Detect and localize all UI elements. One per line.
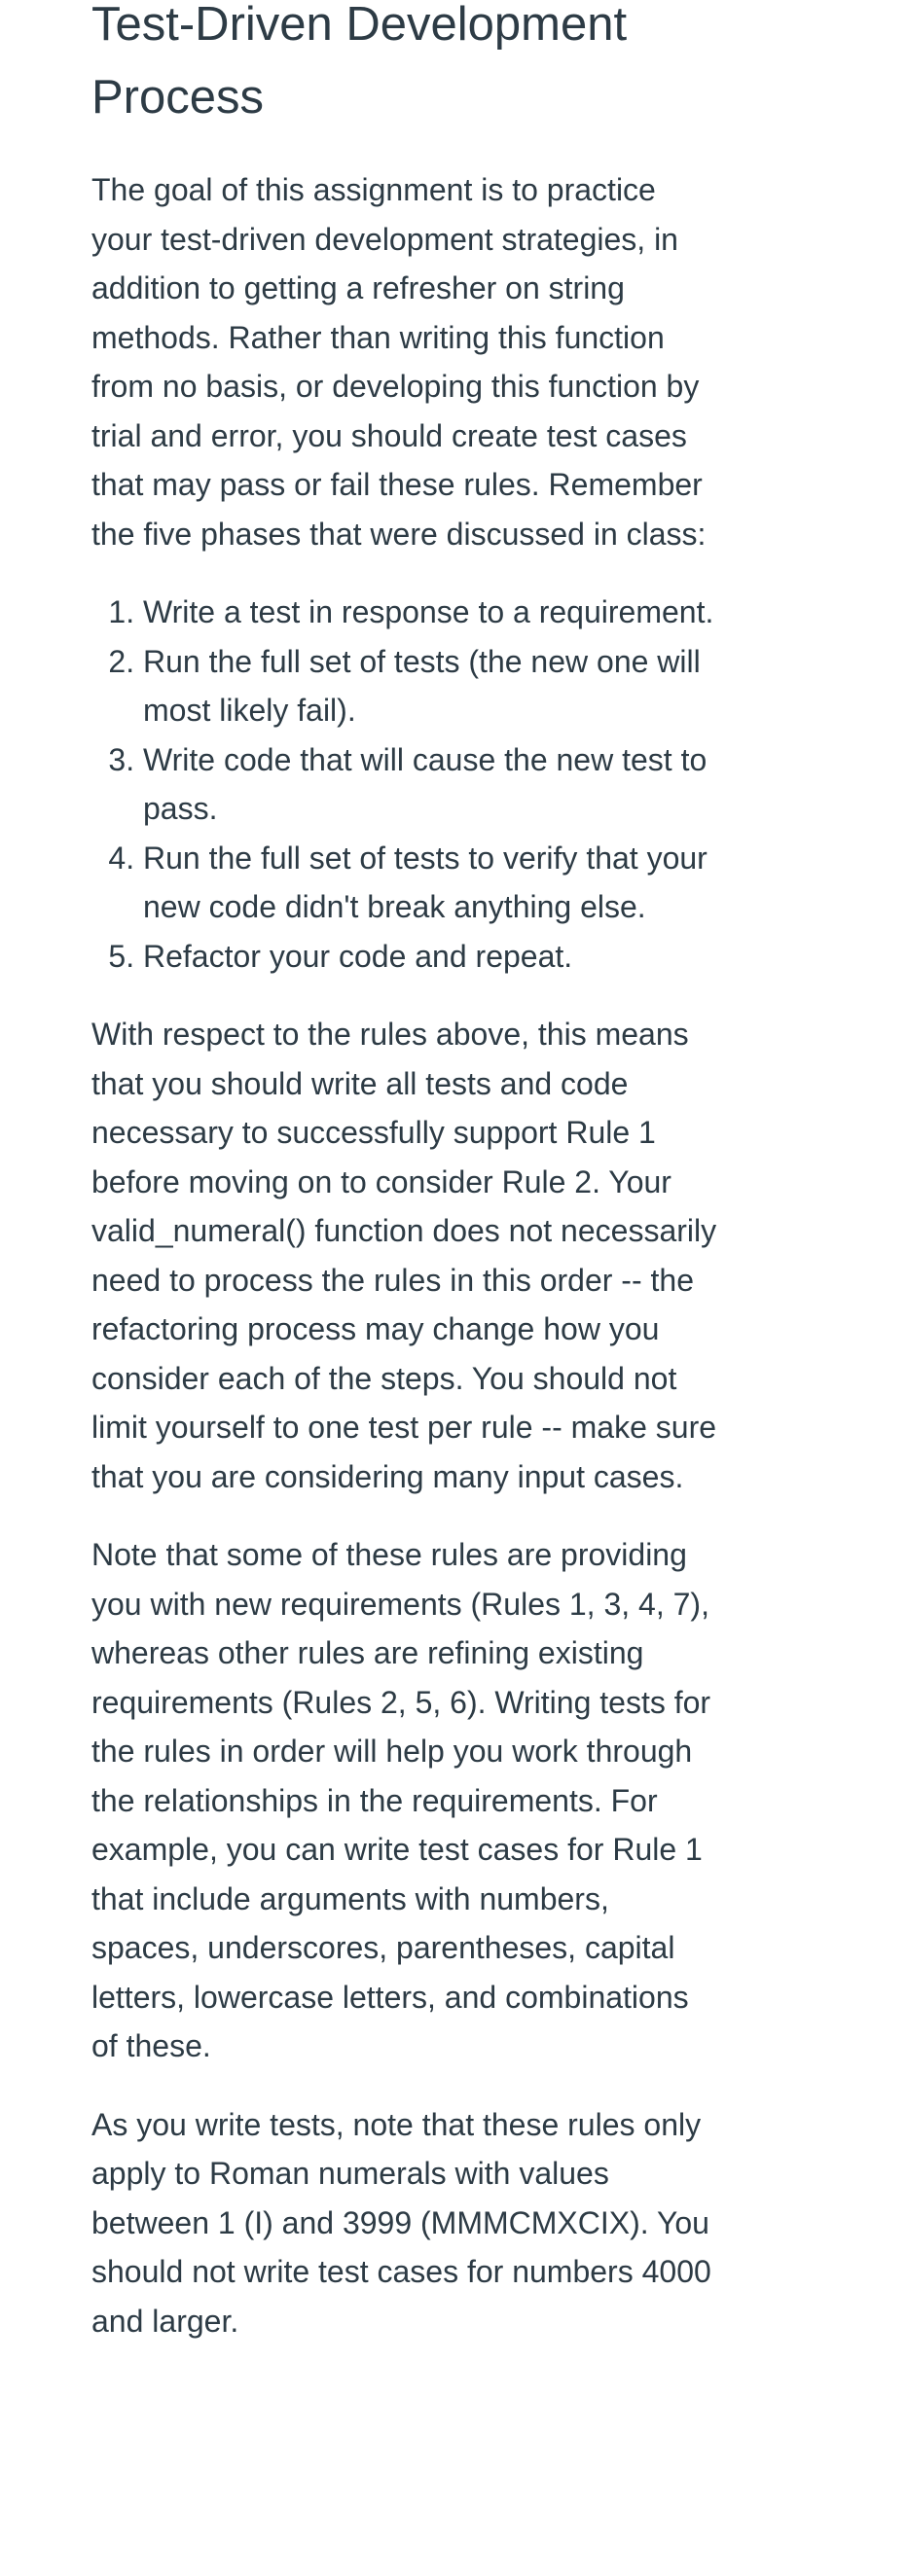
page-title: Test-Driven Development Process [91,0,628,124]
value-range-paragraph: As you write tests, note that these rules only apply to Roman numerals with values between 1 (I) and 3999 (MMMCMXCIX). You should not write test cases for numbers 4000 and larger. [91,2106,711,2339]
requirements-paragraph: Note that some of these rules are providing you with new requirements (Rules 1, 3, 4, 7), whereas other rules are refining existing requirements (Rules 2, 5, 6). Writing tests for the rules in order will help you work through the relationships in the requirements. For example, you can write test cases for Rule 1 that include arguments with numbers, spaces, underscores, parentheses, capital letters, lowercase letters, and combinations of these. [91,1537,711,2063]
rules-order-paragraph: With respect to the rules above, this means that you should write all tests and code necessary to successfully support Rule 1 before moving on to consider Rule 2. Your valid_numeral() function does not necessarily need to process the rules in this order -- the refactoring process may change how you consider each of the steps. You should not limit yourself to one test per rule -- make sure that you are considering many input cases. [91,1017,717,1494]
list-item: 3. Write code that will cause the new test to pass. [143,735,722,834]
list-item: 4. Run the full set of tests to verify that your new code didn't break anything else. [143,834,722,932]
intro-paragraph: The goal of this assignment is to practice your test-driven development strategies, in addition to getting a refresher on string methods. Rather than writing this function from no basis, or developing this function by trial and error, you should create test cases that may pass or fail these rules. Remember the five phases that were discussed in class: [91,172,707,552]
list-item: 1. Write a test in response to a requirement. [143,588,722,637]
list-item: 5. Refactor your code and repeat. [143,932,722,982]
tdd-phases-list [91,588,722,981]
list-item: 2. Run the full set of tests (the new one will most likely fail). [143,637,722,735]
